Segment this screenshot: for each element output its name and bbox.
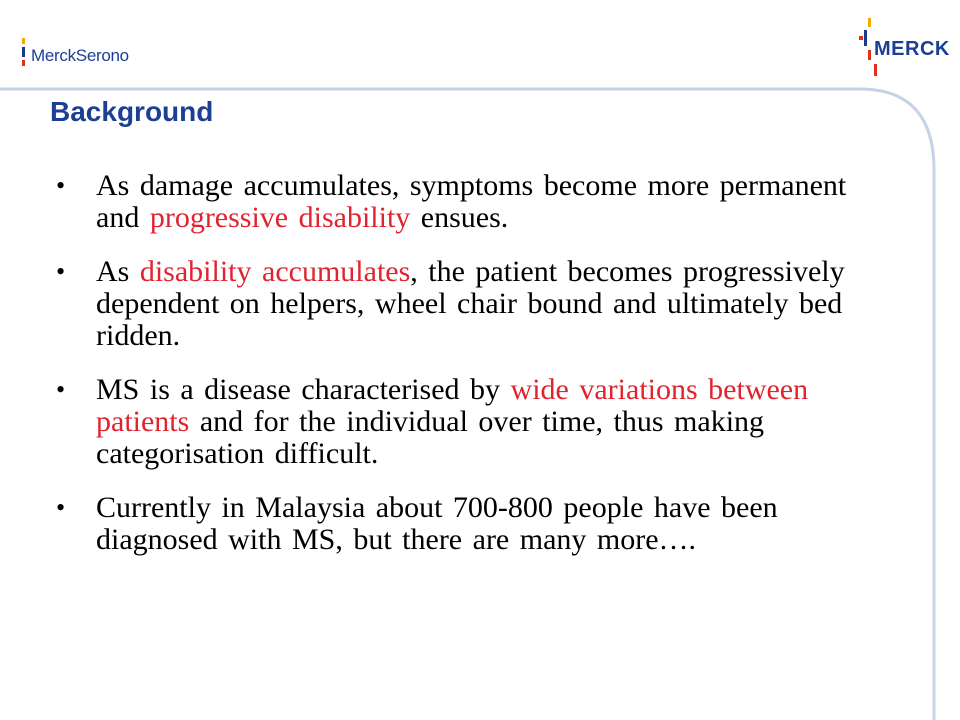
- bullet-text-segment: MS is a disease characterised by: [96, 373, 511, 406]
- merck-serono-mark-icon: [20, 38, 28, 74]
- bullet-dot-icon: •: [56, 257, 66, 286]
- bullet-dot-icon: •: [56, 171, 66, 200]
- slide-title: Background: [50, 96, 214, 127]
- bullet-highlight-text: disability accumulates: [139, 255, 411, 288]
- bullet-text-segment: As: [96, 255, 140, 288]
- merck-serono-logo: [20, 38, 129, 74]
- merck-serono-logo-text: MerckSerono: [31, 46, 129, 65]
- bullet-text-segment: ensues.: [410, 201, 509, 234]
- bullet-text-segment: Currently in Malaysia about 700-800 people have been diagnosed with MS, but there are many more….: [96, 491, 778, 556]
- bullet-item: [56, 374, 856, 470]
- merck-logo: [858, 18, 950, 78]
- bullet-dot-icon: •: [56, 493, 66, 522]
- bullet-text-segment: and for the individual over time, thus making categorisation difficult.: [96, 405, 765, 470]
- bullet-list: [56, 170, 856, 578]
- merck-logo-text: MERCK: [874, 38, 950, 60]
- bullet-item: [56, 256, 856, 352]
- bullet-highlight-text: progressive disability: [149, 201, 411, 234]
- bullet-item: [56, 492, 856, 556]
- bullet-highlight-text: wide variations between patients: [96, 373, 809, 438]
- bullet-dot-icon: •: [56, 375, 66, 404]
- bullet-text-segment: , the patient becomes progressively dependent on helpers, wheel chair bound and ultimately bed ridden.: [96, 255, 845, 352]
- bullet-text-segment: As damage accumulates, symptoms become more permanent and: [96, 169, 847, 234]
- bullet-item: [56, 170, 856, 234]
